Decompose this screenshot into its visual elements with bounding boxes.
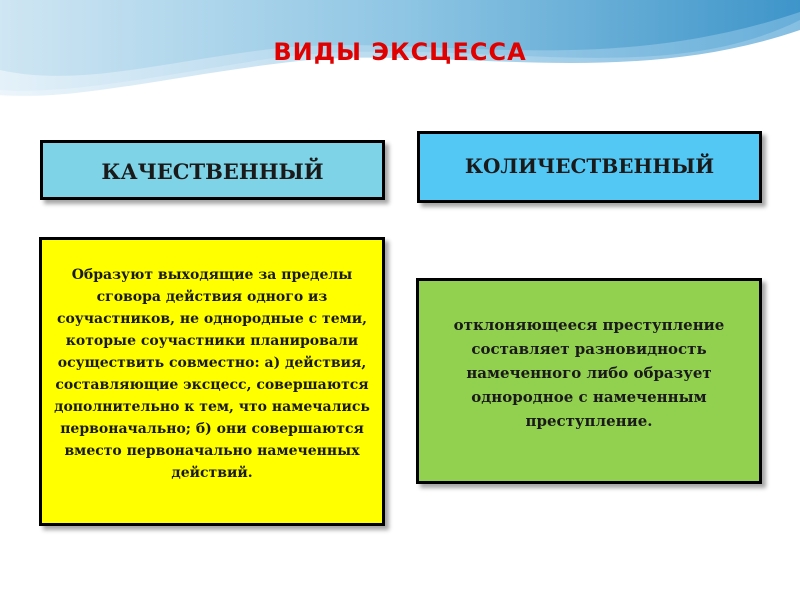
quantitative-description: отклоняющееся преступление составляет разновидность намеченного либо образует однородное с намеченным преступление. <box>453 316 725 430</box>
quantitative-heading-box <box>417 131 762 203</box>
slide-title: ВИДЫ ЭКСЦЕССА <box>273 38 527 66</box>
qualitative-description: Образуют выходящие за пределы сговора действия одного из соучастников, не однородные с теми, которые соучастники планировали осуществить совместно: а) действия, составляющие эксцесс, совершаются дополнительно к тем, что намечались первоначально; б) они совершаются вместо первоначально намеченных действий. <box>54 267 370 481</box>
quantitative-description-box <box>416 278 762 484</box>
qualitative-heading-box <box>40 140 385 200</box>
qualitative-description-box <box>39 237 385 526</box>
qualitative-heading: КАЧЕСТВЕННЫЙ <box>101 158 324 184</box>
quantitative-heading: КОЛИЧЕСТВЕННЫЙ <box>464 154 715 178</box>
